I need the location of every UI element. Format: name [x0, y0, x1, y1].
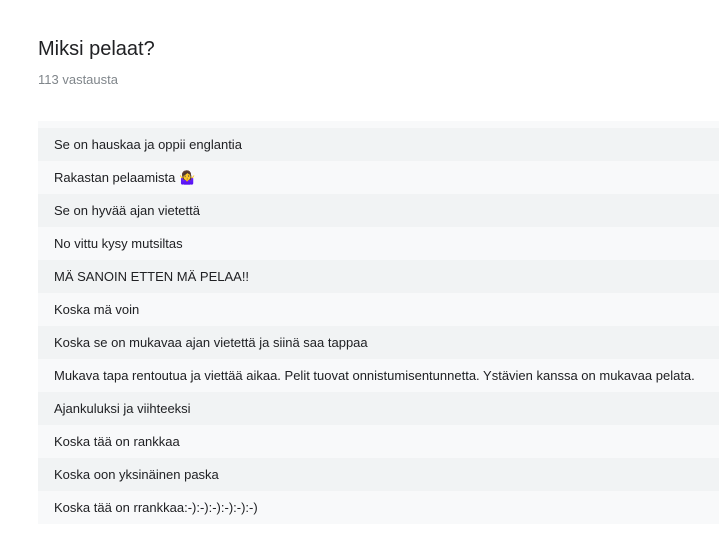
response-item: Koska se on mukavaa ajan vietettä ja siinä saa tappaa [38, 326, 719, 359]
response-item: Koska mä voin [38, 293, 719, 326]
response-count: 113 vastausta [38, 72, 118, 87]
response-item: Koska tää on rankkaa [38, 425, 719, 458]
response-item: Koska tää on rrankkaa:-):-):-):-):-):-) [38, 491, 719, 524]
question-title: Miksi pelaat? [38, 38, 155, 60]
response-item: Koska oon yksinäinen paska [38, 458, 719, 491]
response-item: Mukava tapa rentoutua ja viettää aikaa. Pelit tuovat onnistumisentunnetta. Ystävien kanssa on mukavaa pelata. [38, 359, 719, 392]
response-item: No vittu kysy mutsiltas [38, 227, 719, 260]
response-item: MÄ SANOIN ETTEN MÄ PELAA!! [38, 260, 719, 293]
response-item: Se on hyvää ajan vietettä [38, 194, 719, 227]
response-item: Ajankuluksi ja viihteeksi [38, 392, 719, 425]
response-item: Rakastan pelaamista 🤷‍♀ [38, 161, 719, 194]
response-list[interactable] [38, 121, 719, 524]
response-item: Se on hauskaa ja oppii englantia [38, 128, 719, 161]
